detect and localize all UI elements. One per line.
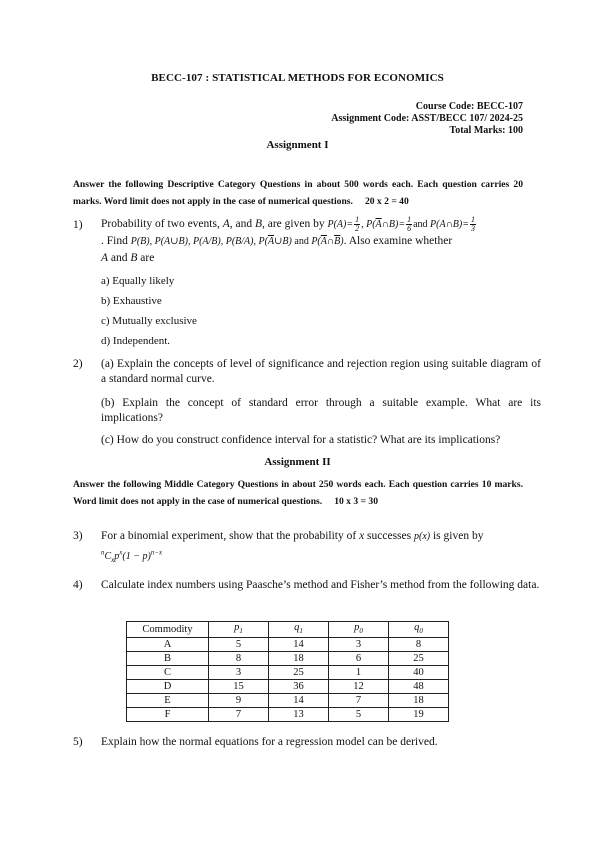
cell: 36: [269, 680, 329, 694]
instruction-text: Answer the following Middle Category Questions in about 250 words each. Each question carries 10 marks. Word limit does not apply in the case of numerical questions.: [73, 479, 523, 507]
question-number: 3): [73, 530, 83, 542]
course-code: Course Code: BECC-107: [415, 101, 523, 112]
q1-given: , are given by: [262, 218, 325, 230]
cell: 3: [329, 638, 389, 652]
cell: 14: [269, 638, 329, 652]
question-number: 1): [73, 219, 83, 231]
cell: 48: [389, 680, 449, 694]
q3-given: is given by: [432, 530, 484, 542]
find-probabilities-formula: P(B), P(A∪B), P(A/B), P(B/A), $P(\overline{A}\cup B)$ and $P(\overline{A}\cap\overline{B})$: [130, 236, 344, 248]
given-probabilities-formula: P(A)= $\frac{1}{2}$ , $P(\overline{A}\cap B)=$ $\frac{1}{6}$ and P(A∩B)= $\frac{1}{3}$: [327, 215, 475, 234]
question-1-text: Probability of two events, A, and B, are given by P(A)= $\frac{1}{2}$ , $P(\overline{A}\cap B)=$ $\frac{1}{6}$ and P(A∩B)= $\frac{1}{3}$ . Find P(B), P(A∪B), P(A/B), P(B/A), $P(\overline{A}\cup B)$ and $P(\overline{A}\cap\overline{B})$. Also examine whether A and B are: [101, 215, 475, 265]
marks-label: 20 x 2 = 40: [364, 196, 409, 207]
cell: 7: [209, 708, 269, 722]
table-row: [127, 638, 449, 652]
assignment-2-instruction: [73, 476, 523, 510]
table-header-row: [127, 622, 449, 638]
option-mutually-exclusive: c) Mutually exclusive: [101, 315, 197, 327]
cell: 8: [389, 638, 449, 652]
question-3-text: [101, 528, 541, 569]
table-row: [127, 666, 449, 680]
assignment-1-heading: Assignment I: [266, 139, 329, 151]
q1-and-repeat: and: [110, 252, 128, 265]
question-number: 5): [73, 736, 83, 748]
cell: 8: [209, 652, 269, 666]
q1-and: and: [235, 218, 253, 230]
event-b: B: [254, 218, 262, 230]
question-2a: (a) Explain the concepts of level of significance and rejection region using suitable diagram of a standard normal curve.: [101, 358, 541, 385]
cell: 12: [329, 680, 389, 694]
cell: E: [127, 694, 209, 708]
event-a: A: [222, 218, 230, 230]
question-4-text: Calculate index numbers using Paasche’s method and Fisher’s method from the following data.: [101, 579, 540, 591]
q1-also: . Also examine whether: [343, 235, 453, 248]
header-q0: $q_0$: [389, 622, 449, 638]
question-number: 2): [73, 358, 83, 370]
cell: 3: [209, 666, 269, 680]
cell: F: [127, 708, 209, 722]
header-commodity: Commodity: [127, 622, 209, 638]
assignment-code: Assignment Code: ASST/BECC 107/ 2024-25: [331, 113, 523, 124]
px-formula: p(x): [414, 531, 431, 542]
table-row: [127, 680, 449, 694]
cell: 5: [209, 638, 269, 652]
cell: C: [127, 666, 209, 680]
cell: 7: [329, 694, 389, 708]
total-marks: Total Marks: 100: [449, 125, 523, 136]
option-independent: d) Independent.: [101, 335, 171, 347]
cell: 18: [389, 694, 449, 708]
cell: 25: [269, 666, 329, 680]
marks-label: 10 x 3 = 30: [334, 496, 379, 507]
q1-lead: Probability of two events,: [101, 218, 220, 230]
q1-are: are: [140, 252, 155, 265]
cell: 1: [329, 666, 389, 680]
cell: A: [127, 638, 209, 652]
table-row: [127, 694, 449, 708]
cell: 25: [389, 652, 449, 666]
cell: 9: [209, 694, 269, 708]
index-data-table: [126, 621, 449, 722]
instruction-text: Answer the following Descriptive Category Questions in about 500 words each. Each question carries 20 marks. Word limit does not apply in the case of numerical questions.: [73, 179, 523, 207]
binomial-formula: $^nC_xp^x(1 - p)^{n-x}$: [101, 549, 163, 565]
assignment-1-instruction: [73, 176, 523, 210]
cell: 5: [329, 708, 389, 722]
assignment-2-heading: Assignment II: [264, 456, 331, 468]
question-2b: (b) Explain the concept of standard error through a suitable example. What are its implications?: [101, 397, 541, 424]
cell: D: [127, 680, 209, 694]
event-b-repeat: B: [130, 252, 138, 265]
header-q1: $q_1$: [269, 622, 329, 638]
table-row: [127, 708, 449, 722]
header-p1: $p_1$: [209, 622, 269, 638]
header-p0: $p_0$: [329, 622, 389, 638]
cell: 40: [389, 666, 449, 680]
cell: 14: [269, 694, 329, 708]
option-equally-likely: a) Equally likely: [101, 275, 175, 287]
cell: 19: [389, 708, 449, 722]
cell: 15: [209, 680, 269, 694]
cell: 13: [269, 708, 329, 722]
cell: 18: [269, 652, 329, 666]
option-exhaustive: b) Exhaustive: [101, 295, 162, 307]
q1-find: . Find: [101, 235, 128, 248]
q3-x: x: [359, 530, 365, 542]
cell: 6: [329, 652, 389, 666]
table-row: [127, 652, 449, 666]
question-number: 4): [73, 579, 83, 591]
q3-successes: successes: [367, 530, 412, 542]
question-2c: (c) How do you construct confidence interval for a statistic? What are its implications?: [101, 434, 501, 446]
cell: B: [127, 652, 209, 666]
q3-text: For a binomial experiment, show that the probability of: [101, 530, 357, 542]
question-5-text: Explain how the normal equations for a regression model can be derived.: [101, 736, 438, 748]
document-title: BECC-107 : STATISTICAL METHODS FOR ECONOMICS: [151, 72, 444, 84]
event-a-repeat: A: [101, 252, 109, 265]
